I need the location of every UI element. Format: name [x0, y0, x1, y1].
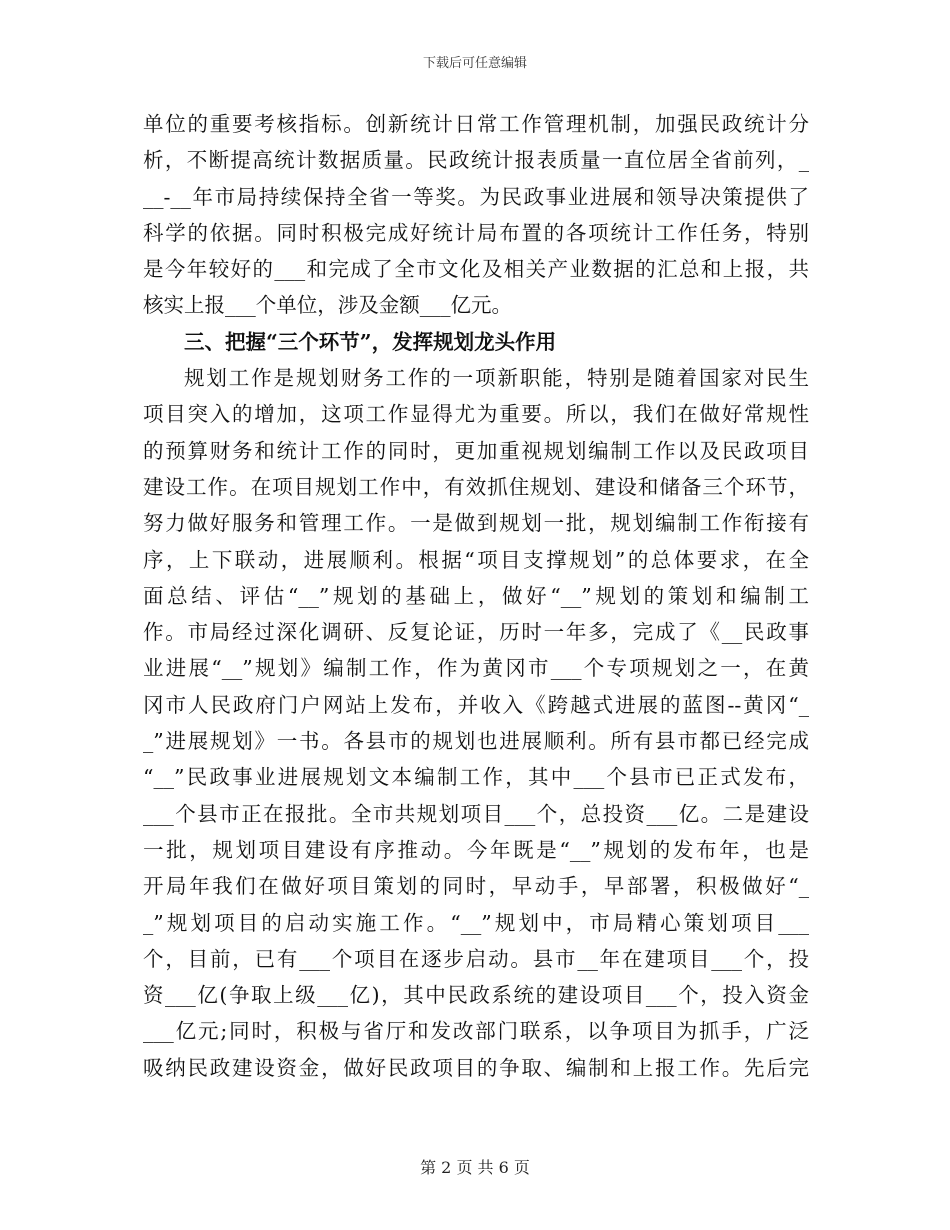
text-line: __-__年市局持续保持全省一等奖。为民政事业进展和领导决策提供了	[143, 184, 809, 209]
text-line: ___个县市正在报批。全市共规划项目___个，总投资___亿。二是建设	[143, 801, 809, 826]
document-body	[143, 106, 809, 1086]
text-line: 科学的依据。同时积极完成好统计局布置的各项统计工作任务，特别	[143, 220, 809, 245]
text-line: 序，上下联动，进展顺利。根据“项目支撑规划”的总体要求，在全	[143, 547, 809, 572]
text-line: 个，目前，已有___个项目在逐步启动。县市__年在建项目___个，投	[143, 946, 809, 971]
text-line: 单位的重要考核指标。创新统计日常工作管理机制，加强民政统计分	[143, 112, 809, 136]
text-line: 项目突入的增加，这项工作显得尤为重要。所以，我们在做好常规性	[143, 402, 809, 427]
text-line-indented: 规划工作是规划财务工作的一项新职能，特别是随着国家对民生	[184, 366, 809, 391]
text-line: ___亿元;同时，积极与省厅和发改部门联系，以争项目为抓手，广泛	[143, 1019, 809, 1044]
text-line: 面总结、评估“__”规划的基础上，做好“__”规划的策划和编制工	[143, 583, 809, 608]
text-line: 析，不断提高统计数据质量。民政统计报表质量一直位居全省前列，_	[143, 148, 809, 173]
page-footer: 第 2 页 共 6 页	[420, 1158, 530, 1177]
text-line: 开局年我们在做好项目策划的同时，早动手，早部署，积极做好“_	[143, 874, 809, 899]
text-line: 吸纳民政建设资金，做好民政项目的争取、编制和上报工作。先后完	[143, 1055, 809, 1080]
text-line: 业进展“__”规划》编制工作，作为黄冈市___个专项规划之一，在黄	[143, 656, 809, 681]
page-header: 下载后可任意编辑	[422, 56, 527, 71]
text-line: 冈市人民政府门户网站上发布，并收入《跨越式进展的蓝图--黄冈“_	[143, 692, 809, 717]
text-line: 是今年较好的___和完成了全市文化及相关产业数据的汇总和上报，共	[143, 257, 809, 282]
text-line: 资___亿(争取上级___亿)，其中民政系统的建设项目___个，投入资金	[143, 983, 809, 1008]
text-line: _”进展规划》一书。各县市的规划也进展顺利。所有县市都已经完成	[143, 729, 809, 754]
text-line: 努力做好服务和管理工作。一是做到规划一批，规划编制工作衔接有	[143, 511, 809, 536]
text-line: 建设工作。在项目规划工作中，有效抓住规划、建设和储备三个环节，	[143, 474, 809, 499]
text-line: 核实上报___个单位，涉及金额___亿元。	[143, 293, 512, 318]
text-line: 作。市局经过深化调研、反复论证，历时一年多，完成了《__民政事	[143, 620, 809, 645]
text-line: 一批，规划项目建设有序推动。今年既是“__”规划的发布年，也是	[143, 837, 809, 862]
text-line: “__”民政事业进展规划文本编制工作，其中___个县市已正式发布，	[143, 765, 809, 790]
text-line: 的预算财务和统计工作的同时，更加重视规划编制工作以及民政项目	[143, 438, 809, 463]
text-line: _”规划项目的启动实施工作。“__”规划中，市局精心策划项目___	[143, 910, 809, 935]
section-heading: 三、把握“三个环节”，发挥规划龙头作用	[184, 329, 557, 354]
